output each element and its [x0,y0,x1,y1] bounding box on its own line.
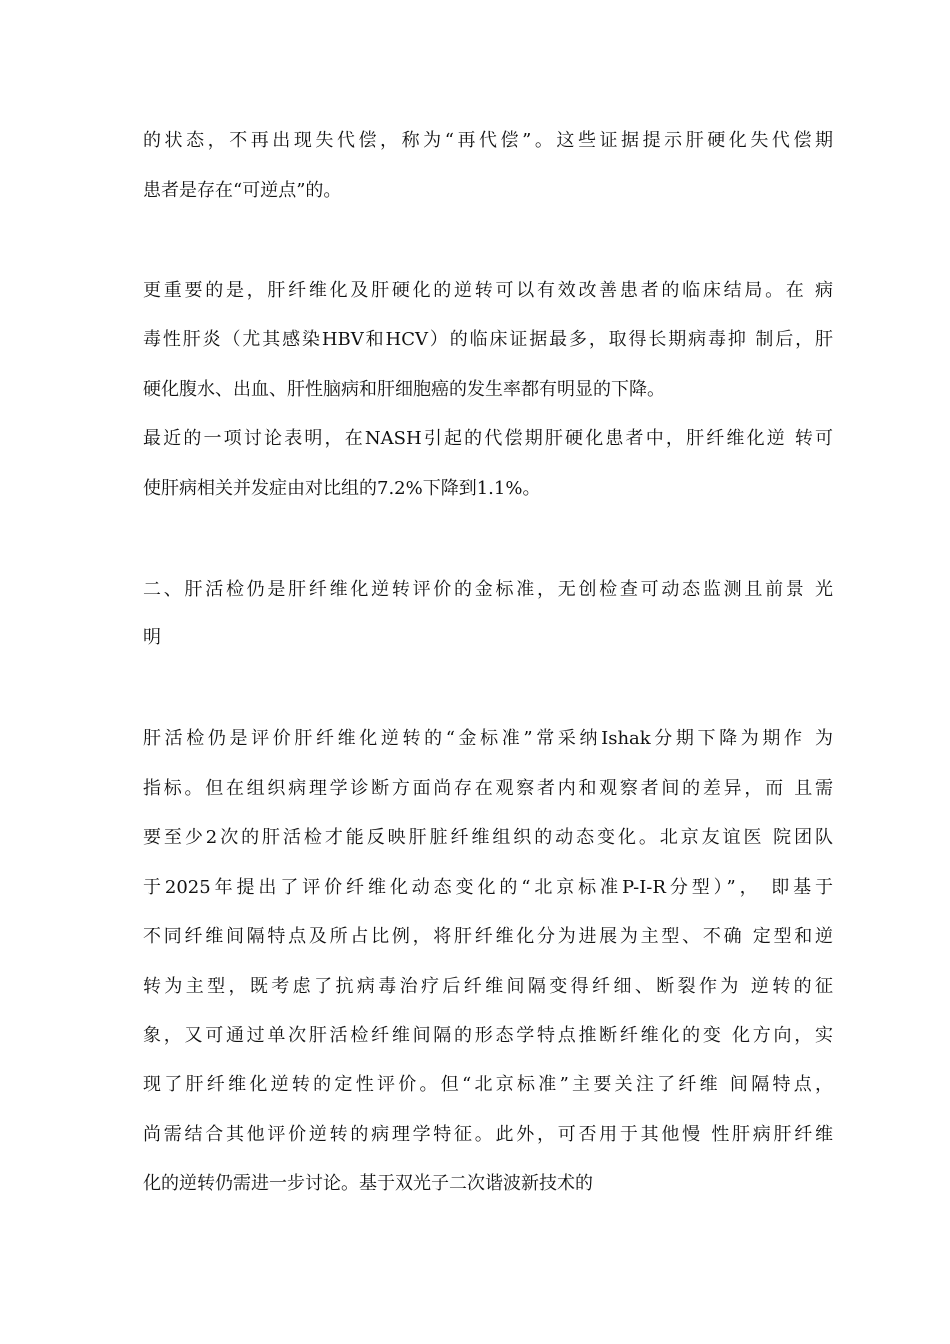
text-line: 尚需结合其他评价逆转的病理学特征。此外，可否用于其他慢 性肝病肝纤维 [143,1124,833,1145]
text-line: 现了肝纤维化逆转的定性评价。但“北京标准”主要关注了纤维 间隔特点， [143,1074,833,1095]
text-line: 使肝病相关并发症由对比组的7.2%下降到1.1%。 [143,478,541,499]
text-line: 于2025年提出了评价纤维化动态变化的“北京标准P-I-R分型）”， 即基于 [143,877,833,898]
text-line: 最近的一项讨论表明，在NASH引起的代偿期肝硬化患者中，肝纤维化逆 转可 [143,428,833,449]
heading-line: 二、肝活检仍是肝纤维化逆转评价的金标准，无创检查可动态监测且前景 光 [143,579,833,600]
text-line: 的状态，不再出现失代偿，称为“再代偿”。这些证据提示肝硬化失代偿期 [143,130,833,151]
text-line: 化的逆转仍需进一步讨论。基于双光子二次谐波新技术的 [143,1173,593,1194]
text-line: 不同纤维间隔特点及所占比例，将肝纤维化分为进展为主型、不确 定型和逆 [143,926,833,947]
text-line: 指标。但在组织病理学诊断方面尚存在观察者内和观察者间的差异，而 且需 [143,778,833,799]
text-line: 象，又可通过单次肝活检纤维间隔的形态学特点推断纤维化的变 化方向，实 [143,1025,833,1046]
text-line: 毒性肝炎（尤其感染HBV和HCV）的临床证据最多，取得长期病毒抑 制后，肝 [143,329,833,350]
text-line: 患者是存在“可逆点”的。 [143,180,342,201]
text-line: 转为主型，既考虑了抗病毒治疗后纤维间隔变得纤细、断裂作为 逆转的征 [143,976,833,997]
text-line: 要至少2次的肝活检才能反映肝脏纤维组织的动态变化。北京友谊医 院团队 [143,827,833,848]
heading-line: 明 [143,627,161,648]
text-line: 肝活检仍是评价肝纤维化逆转的“金标准”常采纳Ishak分期下降为期作 为 [143,728,833,749]
text-line: 硬化腹水、出血、肝性脑病和肝细胞癌的发生率都有明显的下降。 [143,379,665,400]
text-line: 更重要的是，肝纤维化及肝硬化的逆转可以有效改善患者的临床结局。在 病 [143,280,833,301]
